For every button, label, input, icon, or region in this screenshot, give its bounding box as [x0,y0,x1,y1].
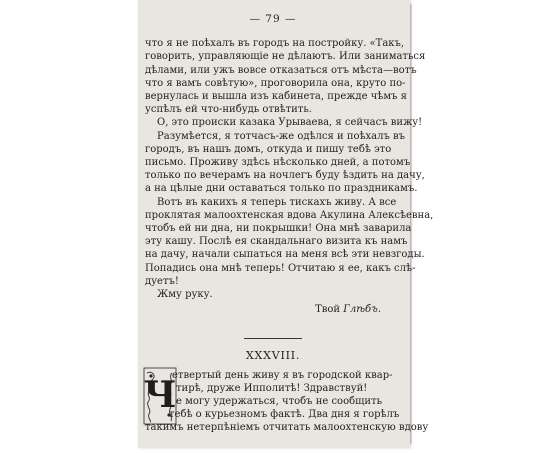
chapter-opening [143,369,429,453]
text-line: е могу удержаться, чтобъ не сообщить [176,395,383,407]
text-line: вернулась и вышла изъ кабинета, прежде чѣмъ я [145,91,407,103]
text-line: что я вамъ совѣтую», проговорила она, круто по- [145,77,406,89]
signature-name: Глѣбъ. [343,304,381,316]
text-line: успѣлъ ей что-нибудь отвѣтить. [145,104,312,116]
text-line: Жму руку. [157,289,213,301]
page-number: — 79 — [249,13,297,25]
text-line: на дачу, начали сыпаться на меня всѣ эти невзгоды. [145,249,425,261]
text-line: говорить, управляющіе не дѣлаютъ. Или заниматься [145,51,426,63]
text-line: Попадись она мнѣ теперь! Отчитаю я ее, какъ слѣ- [145,262,416,274]
signature [145,303,401,316]
text-line: чтобъ ей ни дна, ни покрышки! Она мнѣ заварила [145,223,412,235]
signature-prefix: Твой [315,304,344,316]
text-line: тебѣ о курьезномъ фактѣ. Два дня я горѣлъ [169,408,400,420]
text-line: городъ, въ нашъ домъ, откуда и пишу тебѣ это [145,143,392,155]
text-line: тирѣ, друже Ипполитѣ! Здравствуй! [176,382,368,394]
chapter-heading: XXXVIII. [245,349,301,363]
text-line: проклятая малоохтенская вдова Акулина Алексѣевна, [145,209,434,221]
section-divider [244,338,302,339]
text-line: дѣлами, или ужъ вовсе отказаться отъ мѣста—вотъ [145,64,417,76]
text-line: только по вечерамъ на ночлегъ буду ѣздить на дачу, [145,170,425,182]
text-line: Разумѣется, я тотчасъ-же одѣлся и поѣхалъ въ [157,130,406,142]
text-line: дуетъ! [145,275,179,287]
text-line: Вотъ въ какихъ я теперь тискахъ живу. А все [157,196,397,208]
text-line: письмо. Проживу здѣсь нѣсколько дней, а потомъ [145,157,411,169]
drop-cap-letter: Ч [143,373,177,416]
book-page [138,0,434,448]
letter-body [145,37,434,301]
text-line: етвертый день живу я въ городской квар- [172,369,393,381]
text-line: что я не поѣхалъ въ городъ на постройку. «Такъ, [145,38,405,50]
text-line: такимъ нетерпѣніемъ отчитать малоохтенскую вдову [145,421,429,433]
page-content [143,4,434,453]
text-line: О, это происки казака Урываева, я сейчасъ вижу! [157,117,423,129]
text-line: а на цѣлые дни оставаться только по праздникамъ. [145,183,418,195]
text-line: эту кашу. Послѣ ея скандальнаго визита къ намъ [145,236,408,248]
